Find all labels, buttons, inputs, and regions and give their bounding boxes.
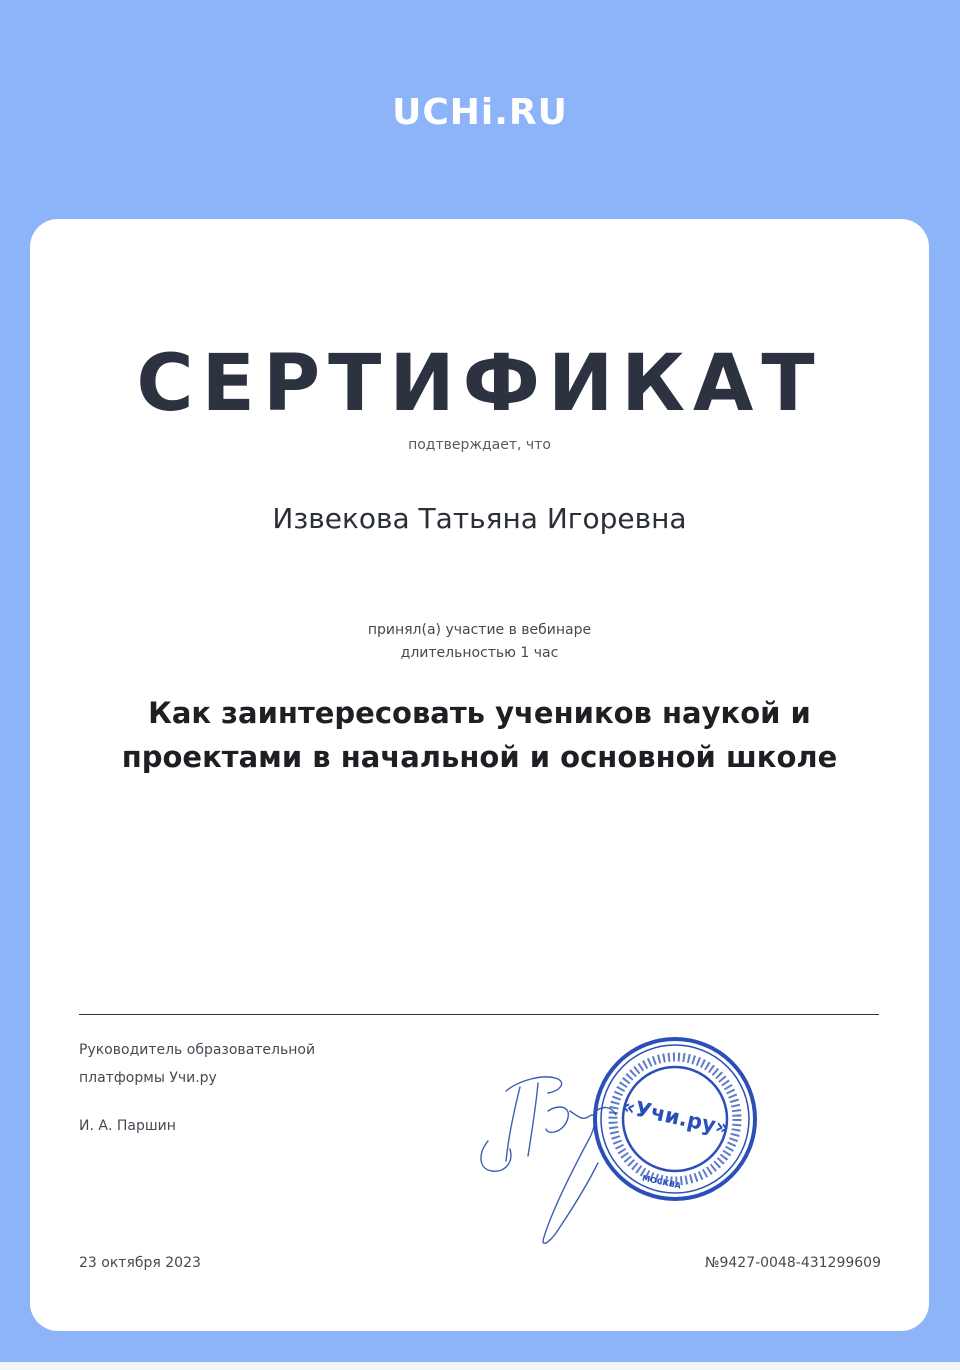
confirms-text: подтверждает, что [408,437,551,453]
participation-line: принял(а) участие в вебинаре [367,622,592,638]
uchi-ru-logo: UCHi.RU [392,92,568,133]
head-role-line: Руководитель образовательной [79,1042,316,1058]
stamp-image [590,1034,760,1204]
divider [79,1014,879,1015]
head-name: И. А. Паршин [79,1118,176,1134]
head-role [79,1036,379,1092]
head-role-line: платформы Учи.ру [79,1070,217,1086]
participation-text [30,619,929,665]
webinar-title [70,691,889,779]
certificate-card [30,219,929,1331]
webinar-title-line: проектами в начальной и основной школе [121,740,838,774]
issue-date: 23 октября 2023 [79,1255,201,1271]
certificate-title: СЕРТИФИКАТ [136,339,823,429]
stamp-center-text: «Учи.ру» [619,1093,732,1141]
webinar-title-line: Как заинтересовать учеников наукой и [148,696,811,730]
duration-line: длительностью 1 час [400,645,559,661]
certificate-number: №9427-0048-431299609 [704,1255,881,1271]
recipient-name: Извекова Татьяна Игоревна [272,502,687,535]
stamp-city-text: МОСКВА [641,1173,682,1191]
